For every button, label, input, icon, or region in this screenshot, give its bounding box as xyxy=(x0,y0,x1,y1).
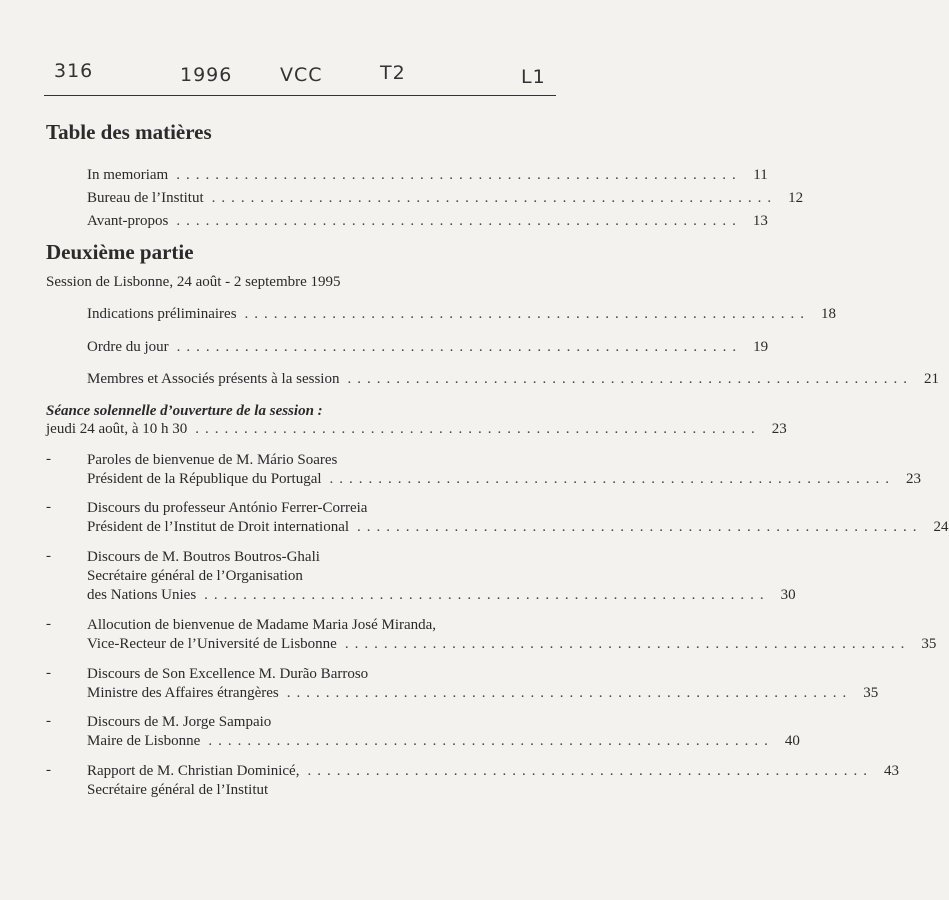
entry-page: 24 xyxy=(933,519,949,535)
toc-entry[interactable] xyxy=(87,212,768,231)
leader-dots: .......................................................... xyxy=(204,587,770,603)
entry-label: Vice-Recteur de l’Université de Lisbonne xyxy=(87,636,337,652)
toc-entry[interactable] xyxy=(87,451,922,489)
handwritten-note-3: VCC xyxy=(280,64,323,86)
entry-page: 40 xyxy=(784,733,800,749)
leader-dots: .......................................................... xyxy=(176,213,742,229)
entry-label: Allocution de bienvenue de Madame Maria José Miranda, xyxy=(87,617,437,633)
list-dash: - xyxy=(46,762,51,778)
entry-page: 35 xyxy=(921,636,937,652)
toc-entry[interactable] xyxy=(87,665,879,703)
entry-label: Ministre des Affaires étrangères xyxy=(87,685,279,701)
toc-entry[interactable] xyxy=(87,616,937,654)
leader-dots: .......................................................... xyxy=(329,471,896,487)
leader-dots: .......................................................... xyxy=(357,519,923,535)
handwritten-note-2: 1996 xyxy=(180,64,233,86)
entry-label: Discours de Son Excellence M. Durão Barroso xyxy=(87,666,369,682)
leader-dots: .......................................................... xyxy=(347,371,913,387)
entry-page: 43 xyxy=(883,763,899,779)
entry-label: Paroles de bienvenue de M. Mário Soares xyxy=(87,452,338,468)
entry-label: des Nations Unies xyxy=(87,587,197,603)
leader-dots: .......................................................... xyxy=(286,685,853,701)
leader-dots: .......................................................... xyxy=(176,167,742,183)
toc-entry[interactable] xyxy=(87,762,899,800)
list-dash: - xyxy=(46,548,51,564)
list-dash: - xyxy=(46,499,51,515)
leader-dots: .......................................................... xyxy=(208,733,774,749)
entry-label: Discours de M. Jorge Sampaio xyxy=(87,714,272,730)
entry-label: Membres et Associés présents à la session xyxy=(87,371,340,387)
entry-page: 11 xyxy=(753,167,768,183)
entry-page: 13 xyxy=(752,213,768,229)
toc-entry[interactable] xyxy=(87,499,949,537)
toc-entry[interactable] xyxy=(87,166,768,185)
entry-label: jeudi 24 août, à 10 h 30 xyxy=(46,421,188,437)
entry-label: Rapport de M. Christian Dominicé, xyxy=(87,763,300,779)
handwritten-note-4: T2 xyxy=(380,62,406,84)
toc-entry[interactable] xyxy=(87,370,939,389)
entry-label: Secrétaire général de l’Organisation xyxy=(87,568,303,584)
session-line: Session de Lisbonne, 24 août - 2 septembre 1995 xyxy=(46,274,341,290)
leader-dots: .......................................................... xyxy=(307,763,873,779)
entry-label: In memoriam xyxy=(87,167,169,183)
toc-entry[interactable] xyxy=(87,548,796,605)
list-dash: - xyxy=(46,616,51,632)
entry-page: 18 xyxy=(821,306,837,322)
leader-dots: .......................................................... xyxy=(211,190,778,206)
list-dash: - xyxy=(46,665,51,681)
toc-entry[interactable] xyxy=(87,338,769,357)
handwritten-note-5: L1 xyxy=(521,66,546,88)
entry-page: 12 xyxy=(788,190,804,206)
entry-page: 35 xyxy=(863,685,879,701)
entry-label: Président de l’Institut de Droit international xyxy=(87,519,350,535)
entry-page: 23 xyxy=(906,471,922,487)
header-rule xyxy=(44,95,556,96)
leader-dots: .......................................................... xyxy=(244,306,811,322)
entry-label: Maire de Lisbonne xyxy=(87,733,201,749)
entry-label: Avant-propos xyxy=(87,213,169,229)
seance-title: Séance solennelle d’ouverture de la session : xyxy=(46,403,323,419)
toc-entry[interactable] xyxy=(87,305,837,324)
list-dash: - xyxy=(46,451,51,467)
entry-page: 23 xyxy=(771,421,787,437)
entry-label: Bureau de l’Institut xyxy=(87,190,204,206)
entry-label: Discours de M. Boutros Boutros-Ghali xyxy=(87,549,320,565)
leader-dots: .......................................................... xyxy=(344,636,911,652)
leader-dots: .......................................................... xyxy=(176,339,743,355)
toc-entry[interactable] xyxy=(87,713,800,751)
toc-title: Table des matières xyxy=(46,120,212,144)
leader-dots: .......................................................... xyxy=(195,421,761,437)
entry-label: Ordre du jour xyxy=(87,339,169,355)
part-heading: Deuxième partie xyxy=(46,240,194,264)
list-dash: - xyxy=(46,713,51,729)
handwritten-note-1: 316 xyxy=(54,60,94,82)
entry-page: 19 xyxy=(753,339,769,355)
entry-label: Président de la République du Portugal xyxy=(87,471,322,487)
toc-entry[interactable] xyxy=(87,189,804,208)
entry-label: Discours du professeur António Ferrer-Correia xyxy=(87,500,368,516)
entry-label: Secrétaire général de l’Institut xyxy=(87,782,269,798)
entry-page: 21 xyxy=(923,371,939,387)
toc-entry[interactable] xyxy=(46,420,787,439)
entry-label: Indications préliminaires xyxy=(87,306,237,322)
entry-page: 30 xyxy=(780,587,796,603)
